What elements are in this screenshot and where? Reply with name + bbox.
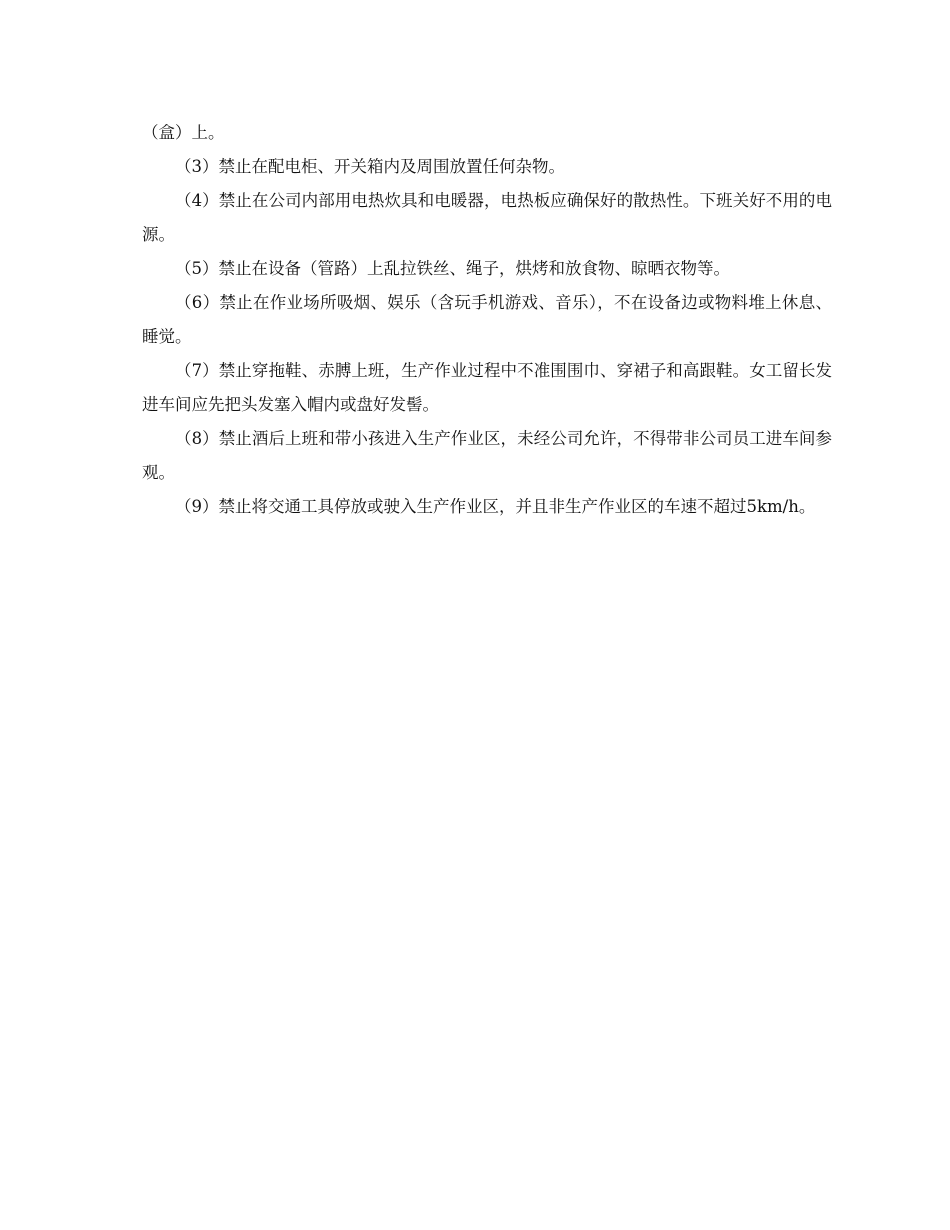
paragraph-rule-7: （7）禁止穿拖鞋、赤膊上班，生产作业过程中不准围围巾、穿裙子和高跟鞋。女工留长发进车间应先把头发塞入帽内或盘好发髻。 — [142, 361, 832, 414]
document-body — [142, 116, 832, 524]
paragraph-rule-8: （8）禁止酒后上班和带小孩进入生产作业区，未经公司允许，不得带非公司员工进车间参观。 — [142, 429, 832, 482]
paragraph-rule-5: （5）禁止在设备（管路）上乱拉铁丝、绳子，烘烤和放食物、晾晒衣物等。 — [175, 259, 730, 278]
paragraph-continuation: （盒）上。 — [142, 123, 225, 142]
paragraph-rule-4: （4）禁止在公司内部用电热炊具和电暖器，电热板应确保好的散热性。下班关好不用的电源。 — [142, 191, 832, 244]
paragraph-rule-3: （3）禁止在配电柜、开关箱内及周围放置任何杂物。 — [175, 157, 565, 176]
paragraph-rule-6: （6）禁止在作业场所吸烟、娱乐（含玩手机游戏、音乐），不在设备边或物料堆上休息、睡觉。 — [142, 293, 832, 346]
paragraph-rule-9: （9）禁止将交通工具停放或驶入生产作业区，并且非生产作业区的车速不超过5km/h。 — [175, 497, 816, 516]
